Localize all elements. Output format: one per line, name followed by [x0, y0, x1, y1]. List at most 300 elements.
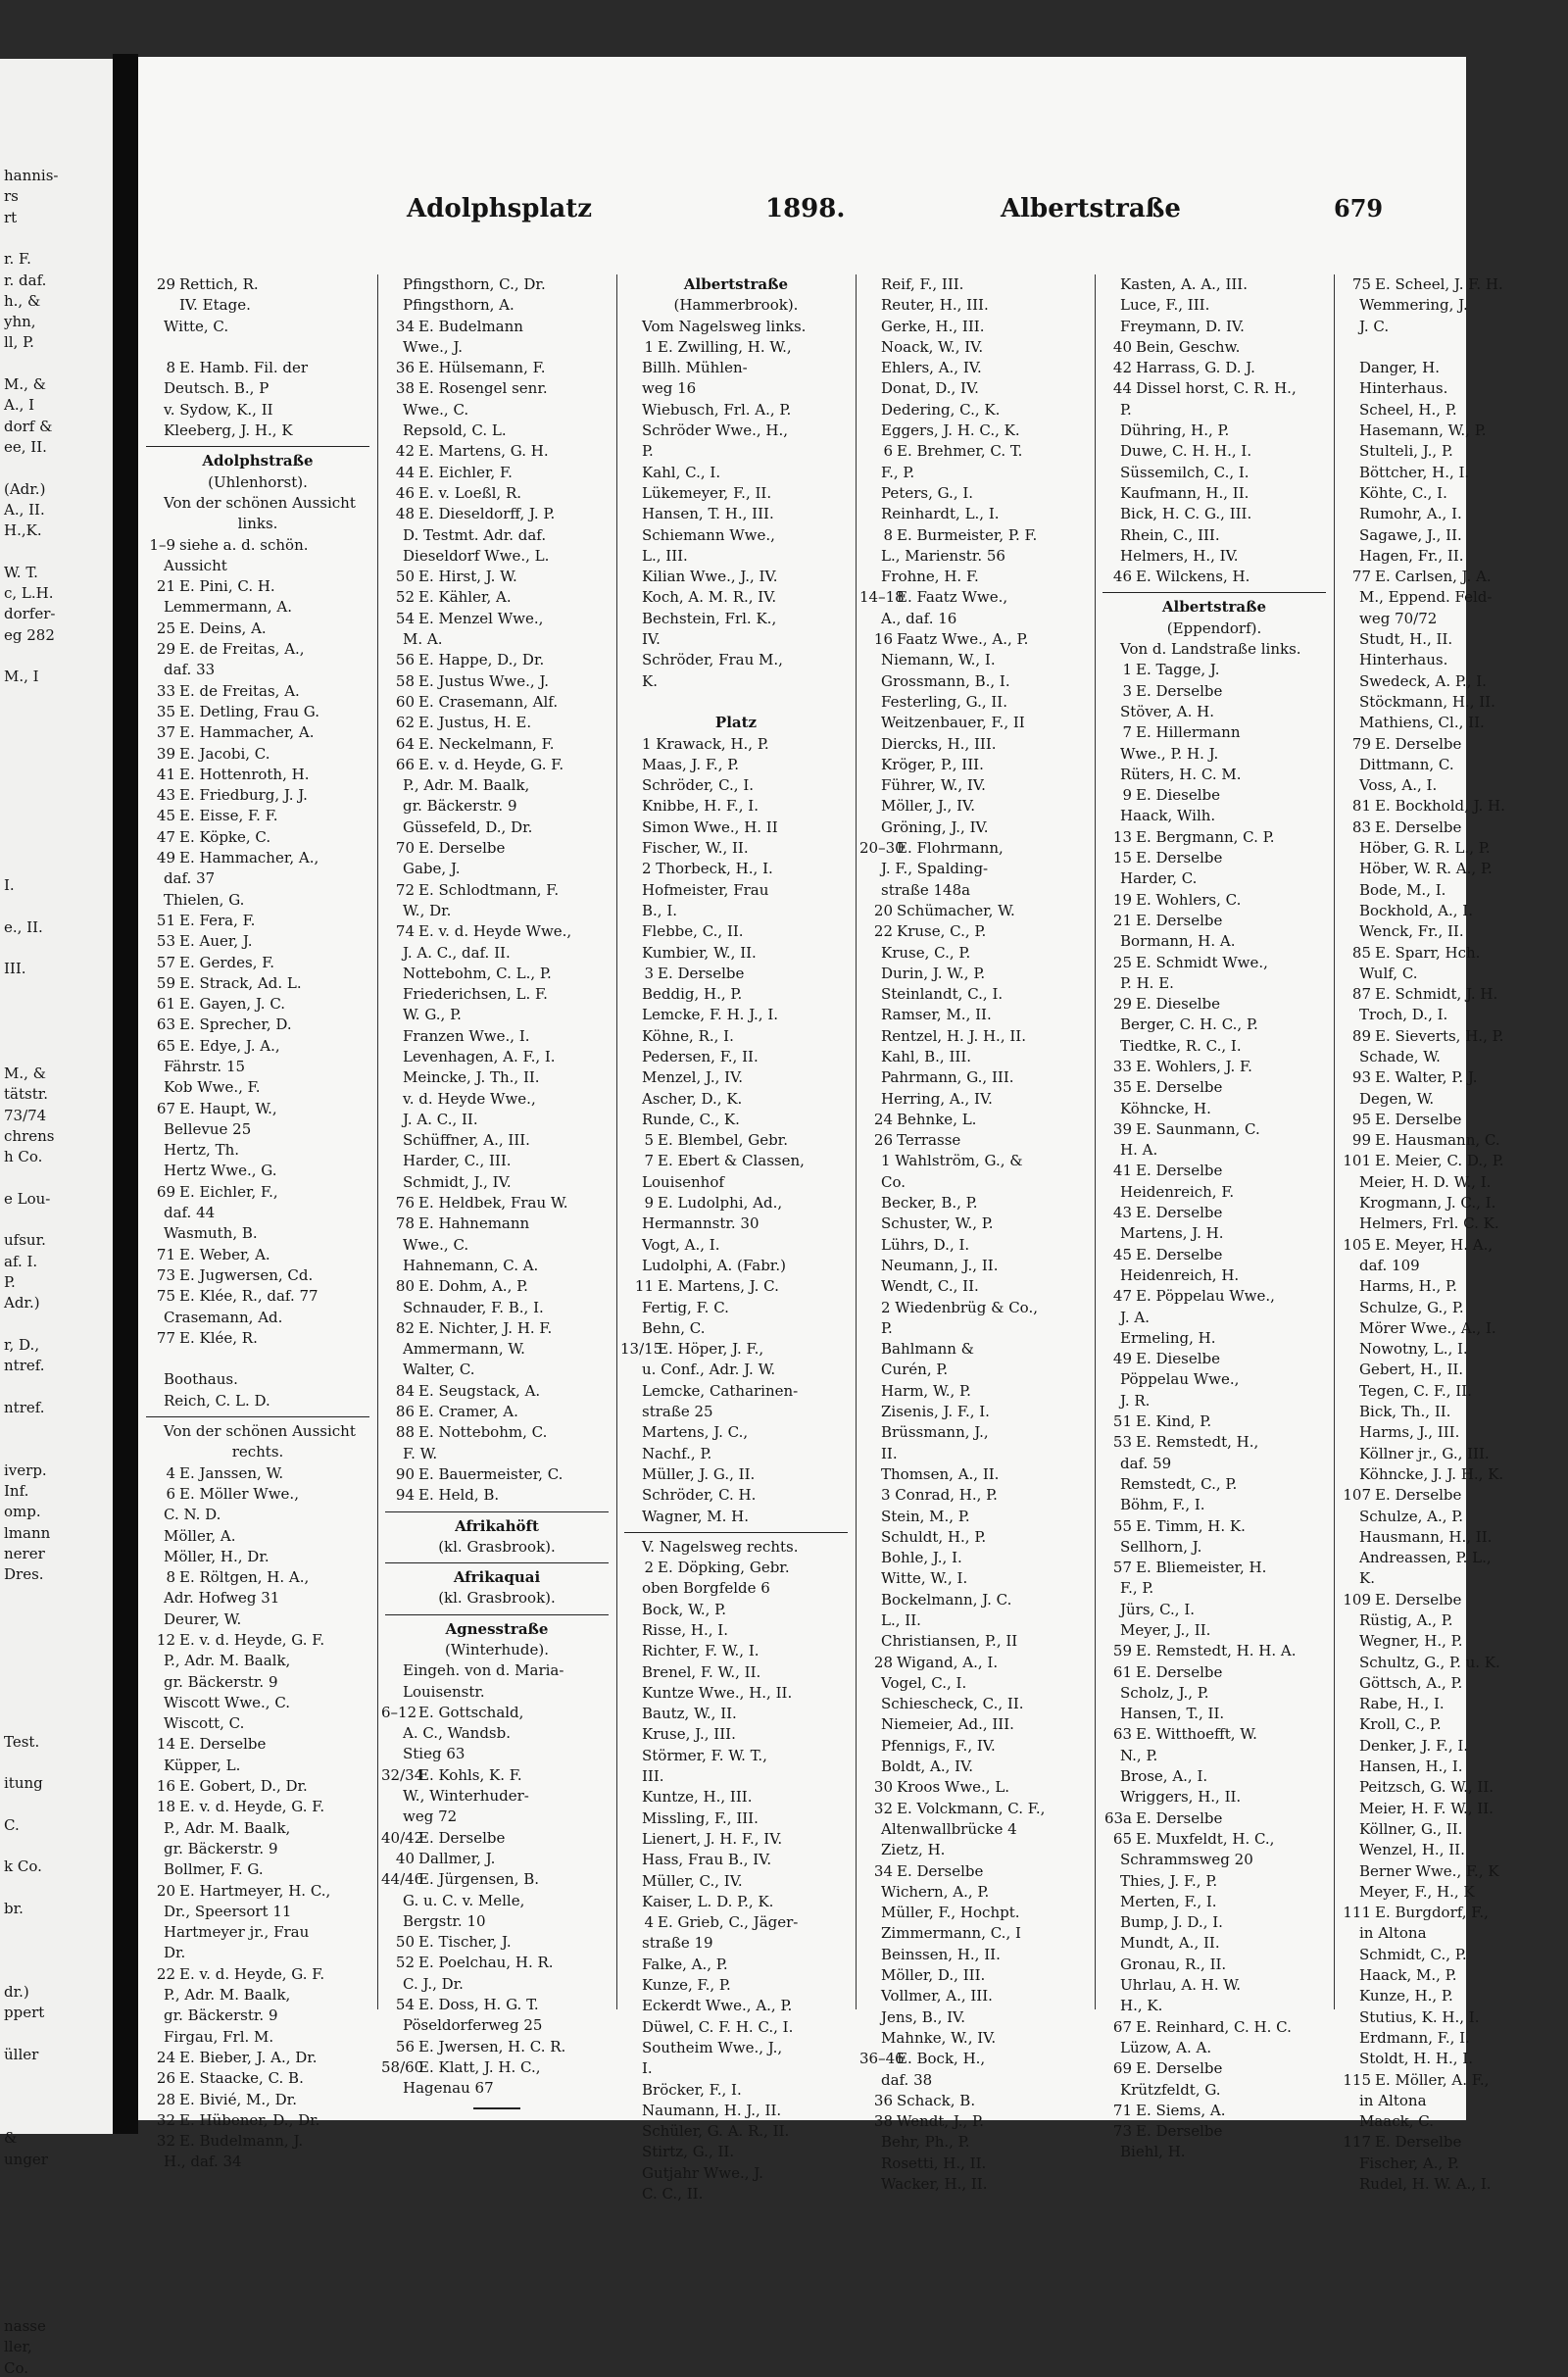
entry-text: E. Timm, H. K. [1136, 1516, 1246, 1535]
house-number: 6–12 [381, 1703, 417, 1721]
resident-line: P., Adr. M. Baalk, [403, 776, 530, 795]
resident-line: Vollmer, A., III. [881, 1987, 993, 2006]
column-divider [377, 274, 378, 2009]
street-heading: Afrikahöft [455, 1516, 539, 1535]
facing-page-text: yhn, [4, 313, 36, 331]
facing-page-text: ll, P. [4, 333, 34, 352]
resident-line: Bode, M., I. [1359, 880, 1446, 899]
resident-line: Schröder, C., I. [642, 776, 755, 795]
page-number: 679 [1334, 194, 1384, 223]
facing-page-text: c, L.H. [4, 584, 54, 602]
house-number: 4 [166, 1463, 175, 1482]
house-entry [381, 921, 612, 942]
resident-line: in Altona [1359, 2091, 1427, 2109]
resident-line: Harms, J., III. [1359, 1423, 1460, 1442]
house-number: 22 [873, 922, 893, 941]
resident-line: Luce, F., III. [1120, 296, 1210, 315]
resident-line: Degen, W. [1359, 1089, 1435, 1108]
resident-line: Störmer, F. W. T., [642, 1746, 767, 1764]
resident-line: Boldt, A., IV. [881, 1758, 974, 1776]
resident-line: Hahnemann, C. A. [403, 1256, 539, 1274]
entry-text: E. Gobert, D., Dr. [179, 1777, 308, 1796]
house-entry [142, 1182, 373, 1203]
resident-line: Denker, J. F., I. [1359, 1736, 1469, 1755]
house-number: 24 [873, 1110, 893, 1128]
resident-line: A., daf. 16 [881, 609, 957, 627]
entry-text: E. Bockhold, J. H. [1375, 797, 1505, 816]
house-entry [142, 953, 373, 973]
entry-text: E. Crasemann, Alf. [418, 692, 559, 711]
entry-text: siehe a. d. schön. [179, 535, 309, 554]
resident-line: Möller, H., Dr. [164, 1547, 270, 1565]
entry-text: E. Klée, R. [179, 1328, 258, 1347]
resident-line: Wiebusch, Frl. A., P. [642, 400, 792, 419]
house-entry [142, 1036, 373, 1057]
house-entry [1099, 1057, 1330, 1077]
resident-line: Southeim Wwe., J., [642, 2038, 783, 2056]
house-entry [1099, 1286, 1330, 1307]
resident-line: J. A. [1120, 1308, 1150, 1326]
house-number: 49 [156, 849, 175, 867]
facing-page-text: e., II. [4, 917, 43, 936]
resident-line: Danger, H. [1359, 359, 1441, 377]
facing-page-text: III. [4, 960, 26, 978]
resident-line: gr. Bäckerstr. 9 [164, 1672, 278, 1691]
resident-line: Helmers, Frl. C. K. [1359, 1214, 1499, 1233]
resident-line: Wiscott, C. [164, 1714, 245, 1733]
resident-line: Maas, J. F., P. [642, 755, 740, 773]
resident-line: Dieseldorf Wwe., L. [403, 546, 550, 565]
entry-text: E. de Freitas, A. [179, 681, 300, 700]
resident-line: F., P. [1120, 1579, 1154, 1598]
resident-line: Dedering, C., K. [881, 400, 1001, 419]
entry-text: E. Jacobi, C. [179, 744, 270, 763]
resident-line: u. Conf., Adr. J. W. [642, 1361, 776, 1379]
facing-page-text: nerer [4, 1544, 45, 1562]
facing-page-text: dorfer- [4, 605, 56, 623]
resident-line: Brenel, F. W., II. [642, 1662, 761, 1681]
house-entry [142, 1964, 373, 1985]
facing-page-text: ee, II. [4, 437, 47, 456]
entry-text: E. Dieseldorff, J. P. [418, 505, 556, 523]
entry-text: E. Heldbek, Frau W. [418, 1194, 568, 1213]
house-entry [381, 692, 612, 713]
house-number: 29 [1112, 995, 1132, 1014]
house-number: 63 [1112, 1725, 1132, 1744]
entry-text: E. Derselbe [1136, 911, 1223, 929]
resident-line: Ludolphi, A. (Fabr.) [642, 1256, 786, 1274]
resident-line: P. [881, 1318, 893, 1337]
house-number: 46 [1112, 568, 1132, 586]
entry-text: E. Strack, Ad. L. [179, 973, 302, 992]
resident-line: Stein, M., P. [881, 1507, 970, 1525]
entry-text: E. Witthoefft, W. [1136, 1725, 1257, 1744]
entry-text: E. Siems, A. [1136, 2101, 1226, 2119]
house-entry [1099, 1203, 1330, 1223]
entry-text: E. Meyer, H. A., [1375, 1235, 1494, 1254]
resident-line: Gröning, J., IV. [881, 817, 989, 836]
resident-line: Fährstr. 15 [164, 1057, 246, 1075]
resident-line: II. [881, 1444, 898, 1462]
house-entry [1099, 848, 1330, 868]
resident-line: Wemmering, J. [1359, 296, 1468, 315]
house-entry [1338, 1110, 1561, 1130]
house-number: 33 [156, 681, 175, 700]
house-number: 76 [395, 1194, 415, 1213]
entry-text: E. Derselbe [1136, 681, 1223, 700]
resident-line: Schmidt, C., P. [1359, 1945, 1467, 1963]
entry-text: E. Wohlers, J. F. [1136, 1057, 1252, 1075]
house-entry [1099, 1662, 1330, 1683]
resident-line: Christiansen, P., II [881, 1632, 1018, 1651]
house-number: 99 [1351, 1131, 1371, 1150]
house-number: 20–30 [859, 839, 905, 858]
resident-line: Wegner, H., P. [1359, 1632, 1463, 1651]
resident-line: Möller, A. [164, 1526, 236, 1545]
entry-text: E. Derselbe [1375, 1110, 1462, 1128]
house-entry [859, 2049, 1091, 2069]
resident-line: Becker, B., P. [881, 1194, 978, 1213]
house-entry [381, 1828, 612, 1849]
resident-line: Gebert, H., II. [1359, 1361, 1464, 1379]
house-number: 11 [634, 1277, 654, 1296]
page-header [138, 194, 1466, 233]
house-number: 105 [1343, 1235, 1371, 1254]
house-number: 83 [1351, 817, 1371, 836]
house-number: 43 [1112, 1204, 1132, 1222]
resident-line: Bick, H. C. G., III. [1120, 505, 1252, 523]
entry-text: E. v. Loeßl, R. [418, 483, 521, 502]
house-entry [620, 1193, 852, 1213]
entry-text: E. Gayen, J. C. [179, 995, 286, 1014]
facing-page-text: r. daf. [4, 271, 47, 289]
house-number: 41 [1112, 1162, 1132, 1180]
resident-line: Zisenis, J. F., I. [881, 1403, 990, 1421]
entry-text: Terrasse [897, 1131, 961, 1150]
resident-line: Wwe., P. H. J. [1120, 744, 1219, 763]
resident-line: gr. Bäckerstr. 9 [164, 2006, 278, 2025]
resident-line: Müller, J. G., II. [642, 1464, 756, 1483]
resident-line: G. u. C. v. Melle, [403, 1891, 525, 1909]
resident-line: Beddig, H., P. [642, 985, 743, 1004]
entry-text: E. Saunmann, C. [1136, 1119, 1260, 1138]
house-entry [142, 295, 373, 316]
house-entry [142, 1265, 373, 1286]
resident-line: Sellhorn, J. [1120, 1537, 1202, 1556]
house-entry [142, 702, 373, 722]
resident-line: Ramser, M., II. [881, 1006, 992, 1024]
facing-page-text: 73/74 [4, 1106, 47, 1124]
section-rule [385, 1614, 609, 1615]
resident-line: Peters, G., I. [881, 483, 974, 502]
resident-line: Wichern, A., P. [881, 1882, 990, 1901]
house-entry [1099, 1641, 1330, 1661]
resident-line: Ehlers, A., IV. [881, 359, 982, 377]
entry-text: E. Carlsen, J. A. [1375, 568, 1492, 586]
house-entry [1338, 1903, 1561, 1923]
resident-line: Pfingsthorn, C., Dr. [403, 275, 546, 293]
house-number: 19 [1112, 890, 1132, 909]
entry-text: Schümacher, W. [897, 901, 1015, 919]
house-number: 20 [156, 1881, 175, 1900]
resident-line: Andreassen, P. L., [1359, 1549, 1492, 1567]
resident-line: Aussicht [164, 556, 227, 574]
column-6 [1338, 274, 1561, 2195]
house-number: 3 [1122, 681, 1132, 700]
resident-line: Möller, D., III. [881, 1966, 986, 1985]
resident-line: P. [642, 442, 654, 461]
house-entry [381, 1932, 612, 1953]
house-entry [381, 650, 612, 670]
street-subheading: (Uhlenhorst). [208, 472, 308, 491]
house-entry [142, 911, 373, 931]
entry-text: E. Ludolphi, Ad., [658, 1194, 783, 1213]
resident-line: Wwe., J. [403, 337, 464, 356]
resident-line: Kilian Wwe., J., IV. [642, 568, 778, 586]
entry-text: E. Nichter, J. H. F. [418, 1318, 553, 1337]
facing-page-text: & [4, 2129, 18, 2148]
resident-line: L., Marienstr. 56 [881, 546, 1005, 565]
house-number: 58 [395, 671, 415, 690]
entry-text: E. Schmidt Wwe., [1136, 953, 1268, 971]
house-entry [1099, 2058, 1330, 2079]
resident-line: J. R. [1120, 1391, 1151, 1410]
resident-line: Biehl, H. [1120, 2143, 1186, 2161]
resident-line: P. [1120, 400, 1132, 419]
resident-line: W., Dr. [403, 901, 452, 919]
resident-line: v. d. Heyde Wwe., [403, 1089, 536, 1108]
resident-line: Franzen Wwe., I. [403, 1026, 530, 1045]
facing-page-text: r. F. [4, 250, 31, 269]
house-number: 32 [156, 2132, 175, 2151]
resident-line: Kahl, C., I. [642, 463, 721, 481]
resident-line: Kruse, C., P. [881, 943, 971, 962]
entry-text: E. Seugstack, A. [418, 1381, 541, 1400]
facing-page-text: lmann [4, 1523, 51, 1542]
entry-text: E. Poelchau, H. R. [418, 1954, 554, 1972]
house-number: 71 [156, 1245, 175, 1263]
resident-line: Falke, A., P. [642, 1955, 728, 1973]
resident-line: Hertz Wwe., G. [164, 1162, 277, 1180]
house-entry [1338, 567, 1561, 587]
resident-line: Bautz, W., II. [642, 1705, 737, 1723]
resident-line: Boothaus. [164, 1370, 238, 1389]
house-number: 14 [156, 1735, 175, 1754]
resident-line: Wiscott Wwe., C. [164, 1693, 291, 1711]
house-number: 51 [1112, 1412, 1132, 1431]
resident-line: Reinhardt, L., I. [881, 505, 1000, 523]
house-number: 65 [156, 1036, 175, 1055]
entry-text: E. Ebert & Classen, [658, 1152, 805, 1170]
resident-line: Hagenau 67 [403, 2079, 494, 2098]
house-number: 75 [156, 1287, 175, 1306]
house-number: 45 [156, 807, 175, 825]
street-heading: Albertstraße [683, 275, 789, 293]
entry-text: E. Möller Wwe., [179, 1484, 299, 1503]
house-number: 80 [395, 1277, 415, 1296]
house-number: 56 [395, 2037, 415, 2055]
house-entry [142, 1099, 373, 1119]
house-entry [1099, 1808, 1330, 1829]
facing-page-text: eg 282 [4, 625, 55, 644]
house-entry [1099, 1516, 1330, 1537]
house-entry [859, 1110, 1091, 1130]
entry-text: E. Cramer, A. [418, 1403, 518, 1421]
house-number: 42 [1112, 359, 1132, 377]
house-entry [859, 2091, 1091, 2111]
resident-line: Durin, J. W., P. [881, 964, 986, 982]
column-divider [616, 274, 617, 2009]
house-number: 111 [1343, 1904, 1371, 1922]
house-entry [381, 504, 612, 524]
resident-line: Rudel, H. W. A., I. [1359, 2175, 1492, 2194]
resident-line: Vogt, A., I. [642, 1235, 720, 1254]
house-number: 93 [1351, 1068, 1371, 1087]
entry-text: Kroos Wwe., L. [897, 1778, 1010, 1797]
entry-text: E. Remstedt, H. H. A. [1136, 1642, 1297, 1660]
entry-text: E. Derselbe [1136, 2059, 1223, 2078]
house-number: 21 [1112, 911, 1132, 929]
house-entry [859, 901, 1091, 921]
house-entry [381, 713, 612, 733]
resident-line: Beinssen, H., II. [881, 1945, 1001, 1963]
resident-line: Krützfeldt, G. [1120, 2080, 1221, 2099]
house-entry [142, 1245, 373, 1265]
house-entry [381, 1422, 612, 1443]
resident-line: Schade, W. [1359, 1047, 1441, 1065]
house-number: 52 [395, 588, 415, 607]
facing-page-text: M., & [4, 375, 47, 393]
resident-line: Lührs, D., I. [881, 1235, 970, 1254]
entry-text: E. Wilckens, H. [1136, 568, 1250, 586]
entry-text: Dissel horst, C. R. H., [1136, 379, 1297, 398]
house-number: 28 [873, 1653, 893, 1671]
house-entry [1099, 1349, 1330, 1369]
entry-text: E. Bieber, J. A., Dr. [179, 2048, 318, 2066]
resident-line: Walter, C. [403, 1361, 475, 1379]
resident-line: daf. 109 [1359, 1256, 1420, 1274]
entry-text: E. Hottenroth, H. [179, 765, 310, 783]
resident-line: oben Borgfelde 6 [642, 1579, 770, 1598]
house-entry [381, 358, 612, 378]
house-entry [381, 1995, 612, 2015]
house-number: 90 [395, 1464, 415, 1483]
resident-line: Harms, H., P. [1359, 1277, 1457, 1296]
resident-line: C. C., II. [642, 2185, 704, 2204]
resident-line: Hinterhaus. [1359, 379, 1448, 398]
house-number: 8 [166, 1568, 175, 1587]
resident-line: H. A. [1120, 1141, 1158, 1160]
year-heading: 1898. [765, 194, 846, 223]
street-subheading: (Winterhude). [445, 1641, 549, 1659]
resident-line: Behr, Ph., P. [881, 2133, 970, 2152]
entry-text: E. Wohlers, C. [1136, 890, 1242, 909]
resident-line: IV. [642, 630, 661, 649]
resident-line: Wriggers, H., II. [1120, 1788, 1242, 1807]
house-number: 60 [395, 692, 415, 711]
resident-line: Lemcke, Catharinen- [642, 1381, 799, 1400]
resident-line: Kuntze Wwe., H., II. [642, 1683, 793, 1702]
house-number: 75 [1351, 275, 1371, 293]
resident-line: Harm, W., P. [881, 1381, 971, 1400]
resident-line: Brüssmann, J., [881, 1423, 989, 1442]
entry-text: E. Burgdorf, F., [1375, 1904, 1489, 1922]
house-entry [1099, 1829, 1330, 1850]
resident-line: F., P. [881, 463, 915, 481]
house-entry [142, 2090, 373, 2110]
facing-page-text: W. T. [4, 563, 38, 581]
house-entry [142, 806, 373, 826]
house-entry [381, 1402, 612, 1422]
entry-text: E. Bock, H., [897, 2050, 986, 2068]
entry-text: E. Röltgen, H. A., [179, 1568, 310, 1587]
resident-line: Von d. Landstraße links. [1120, 640, 1301, 659]
house-entry [1338, 1067, 1561, 1088]
house-number: 40 [1112, 337, 1132, 356]
house-number: 9 [1122, 786, 1132, 805]
house-entry [142, 827, 373, 848]
entry-text: E. v. d. Heyde, G. F. [179, 1964, 325, 1983]
resident-line: J. F., Spalding- [881, 860, 989, 878]
street-subheading: (Eppendorf). [1166, 619, 1262, 637]
facing-page-text: tätstr. [4, 1085, 49, 1104]
resident-line: Haack, M., P. [1359, 1966, 1457, 1985]
entry-text: E. Derselbe [418, 1828, 506, 1847]
entry-text: E. Jwersen, H. C. R. [418, 2037, 566, 2055]
street-heading: Afrikaquai [453, 1568, 541, 1587]
entry-text: E. Köpke, C. [179, 827, 271, 846]
resident-line: Hausmann, H., II. [1359, 1527, 1493, 1546]
resident-line: Louisenstr. [403, 1682, 485, 1701]
entry-text: E. Muxfeldt, H. C., [1136, 1829, 1275, 1848]
resident-line: H., K. [1120, 1997, 1163, 2015]
resident-line: Rumohr, A., I. [1359, 505, 1462, 523]
entry-text: E. v. d. Heyde Wwe., [418, 922, 572, 941]
resident-line: Kunze, F., P. [642, 1976, 731, 1995]
resident-line: Schiemann Wwe., [642, 525, 775, 544]
house-number: 61 [1112, 1662, 1132, 1681]
house-number: 34 [395, 317, 415, 335]
house-entry [381, 880, 612, 901]
section-rule [624, 1532, 848, 1533]
house-number: 9 [644, 1194, 654, 1213]
entry-text: Faatz Wwe., A., P. [897, 630, 1029, 649]
resident-line: Bock, W., P. [642, 1600, 727, 1618]
facing-page-text: Inf. [4, 1481, 29, 1500]
house-entry [1099, 994, 1330, 1015]
resident-line: Rüters, H. C. M. [1120, 765, 1242, 783]
resident-line: W. G., P. [403, 1006, 462, 1024]
resident-line: Kob Wwe., F. [164, 1078, 261, 1097]
house-entry [381, 671, 612, 692]
entry-text: E. Dieselbe [1136, 995, 1221, 1014]
resident-line: Eckerdt Wwe., A., P. [642, 1997, 793, 2015]
entry-text: E. Sprecher, D. [179, 1015, 292, 1034]
resident-line: Jürs, C., I. [1120, 1600, 1196, 1618]
resident-line: Wasmuth, B. [164, 1224, 258, 1243]
column-divider [856, 274, 857, 2009]
entry-text: E. Sparr, Hch. [1375, 943, 1481, 962]
resident-line: Von der schönen Aussicht [164, 493, 356, 512]
resident-line: Höber, G. R. L., P. [1359, 839, 1491, 858]
resident-line: straße 19 [642, 1934, 713, 1953]
resident-line: Scholz, J., P. [1120, 1683, 1209, 1702]
house-number: 53 [156, 932, 175, 951]
resident-line: Harder, C. [1120, 869, 1198, 888]
entry-text: E. Zwilling, H. W., [658, 337, 792, 356]
street-subheading: (Hammerbrook). [673, 296, 799, 315]
resident-line: Crasemann, Ad. [164, 1308, 283, 1326]
